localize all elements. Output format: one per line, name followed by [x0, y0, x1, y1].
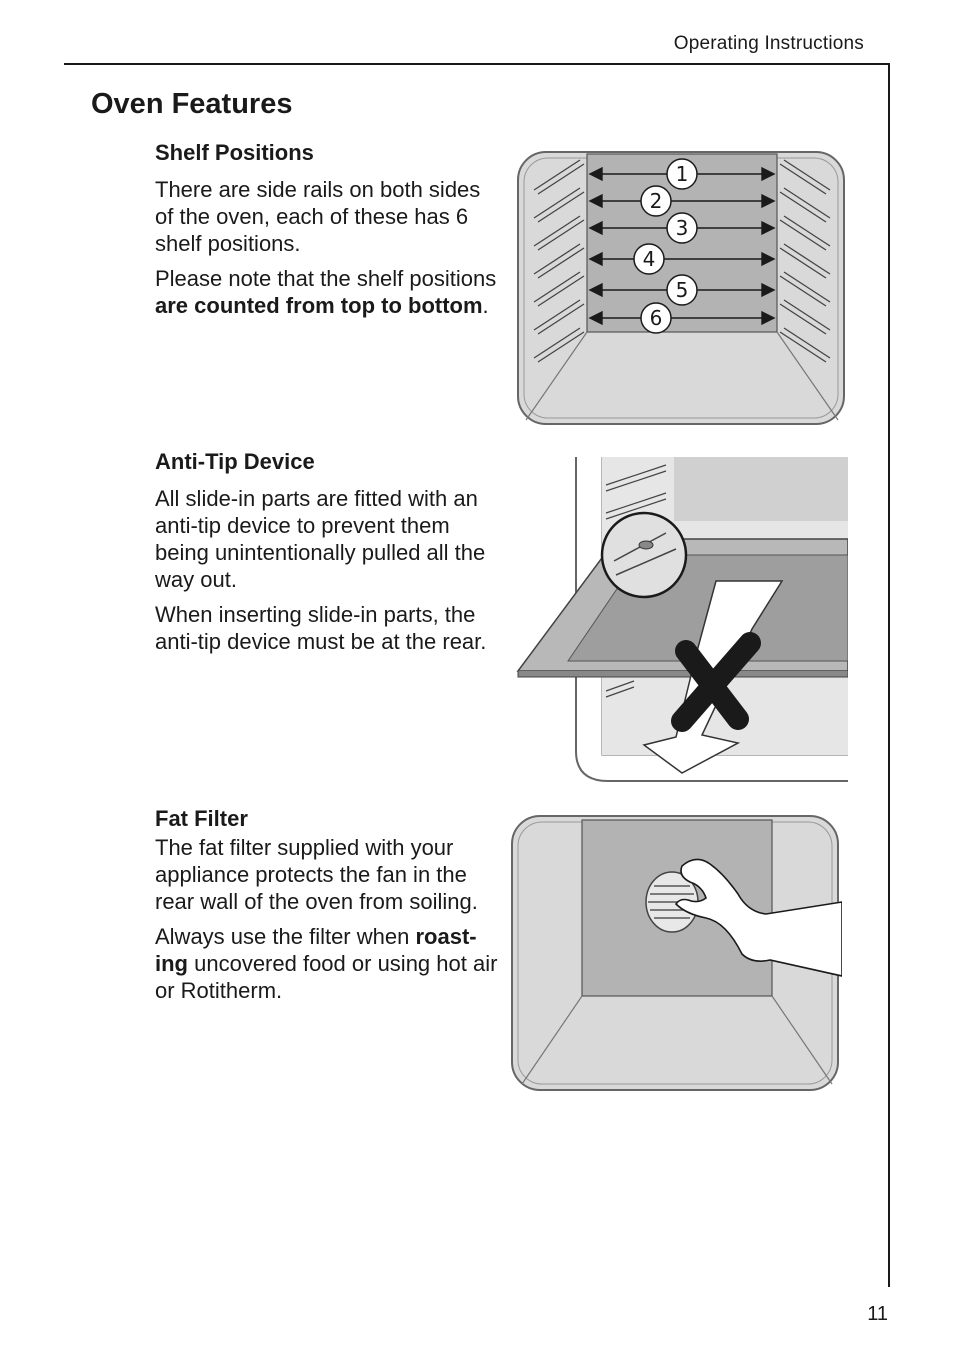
text-run: Please note that the shelf positions	[155, 266, 497, 291]
page-title: Oven Features	[91, 88, 293, 120]
side-rule	[888, 63, 890, 1287]
shelf-positions-text-2	[155, 265, 503, 319]
bold-text-run: roast-ing	[155, 924, 477, 976]
shelf-positions-text-1: There are side rails on both sides of the oven, each of these has 6 shelf positions.	[155, 177, 481, 256]
shelf-positions-illustration	[516, 150, 848, 428]
anti-tip-text-1: All slide-in parts are fitted with an anti-tip device to prevent them being unintentionally pulled all the way out.	[155, 486, 486, 592]
anti-tip-illustration	[516, 455, 848, 787]
fat-filter-heading: Fat Filter	[155, 806, 248, 831]
fat-filter-text-2	[155, 923, 503, 1004]
anti-tip-section	[155, 449, 503, 663]
running-header: Operating Instructions	[673, 33, 864, 54]
shelf-position-label: 3	[675, 216, 689, 240]
shelf-position-label: 4	[642, 247, 656, 271]
shelf-position-label: 1	[675, 162, 689, 186]
header-rule	[64, 63, 890, 65]
fat-filter-text-1: The fat filter supplied with your appliance protects the fan in the rear wall of the oven from soiling.	[155, 835, 478, 914]
shelf-position-label: 6	[649, 306, 663, 330]
fat-filter-section	[155, 806, 503, 1012]
anti-tip-text-2: When inserting slide-in parts, the anti-tip device must be at the rear.	[155, 602, 487, 654]
fat-filter-illustration	[510, 814, 842, 1094]
page-number: 11	[867, 1303, 888, 1325]
shelf-position-label: 2	[649, 189, 663, 213]
text-run: uncovered food or using hot air or Rotitherm.	[155, 951, 498, 1003]
shelf-positions-section	[155, 140, 503, 327]
anti-tip-heading: Anti-Tip Device	[155, 449, 315, 474]
bold-text-run: are counted from top to bottom	[155, 293, 483, 318]
text-run: Always use the filter when	[155, 924, 416, 949]
text-run: .	[482, 293, 489, 318]
shelf-positions-heading: Shelf Positions	[155, 140, 314, 165]
shelf-position-label: 5	[675, 278, 689, 302]
